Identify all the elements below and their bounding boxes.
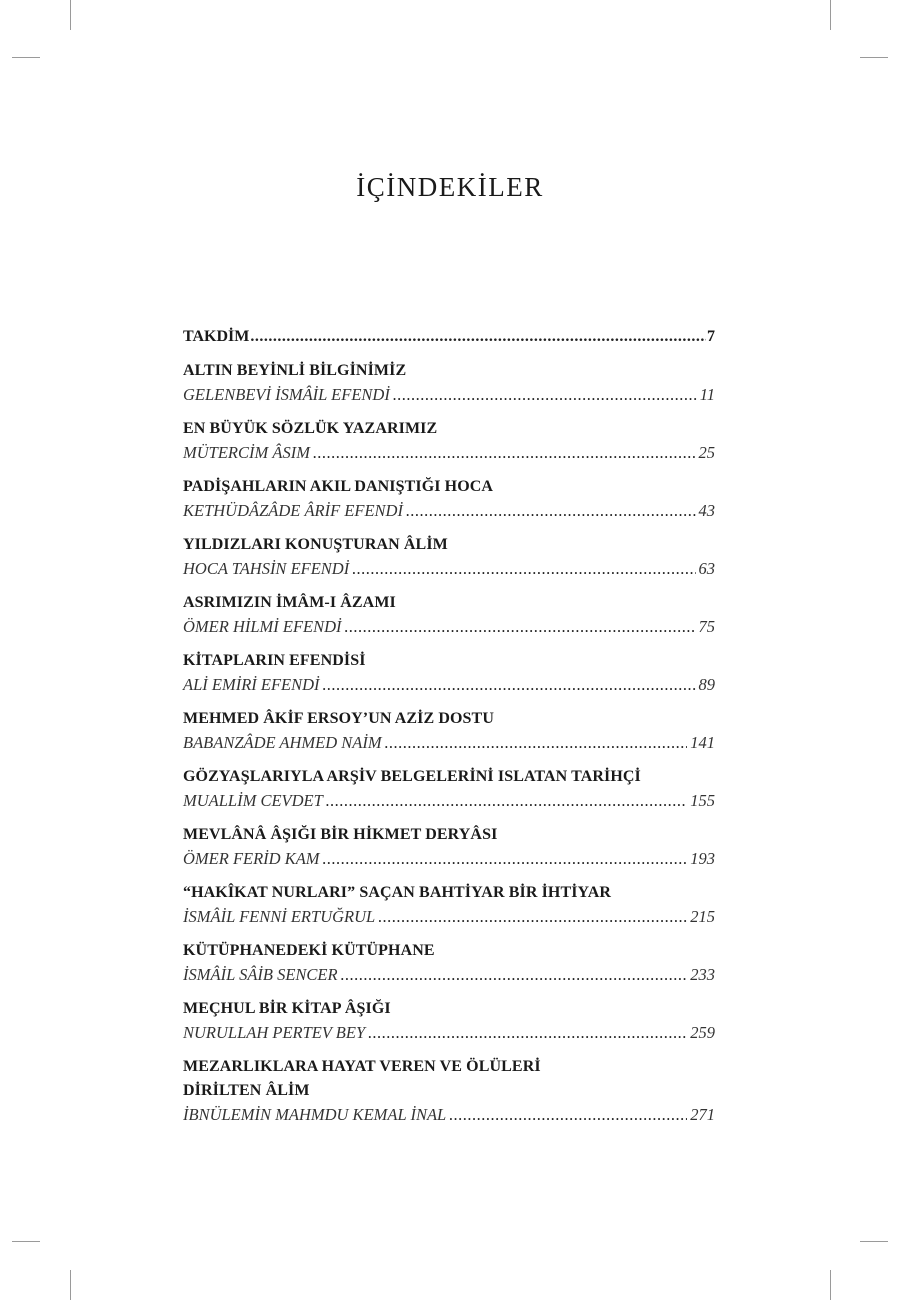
toc-entry[interactable] (183, 1055, 715, 1127)
toc-page-number: 63 (698, 559, 715, 578)
toc-page-number: 89 (698, 675, 715, 694)
crop-mark (830, 0, 831, 30)
toc-entry[interactable] (183, 649, 715, 697)
toc-entry-subtitle-row (183, 673, 715, 697)
toc-page-number: 141 (690, 733, 715, 752)
toc-entry-subtitle: İBNÜLEMİN MAHMDU KEMAL İNAL (183, 1105, 447, 1124)
crop-mark (12, 1241, 40, 1242)
dot-leader (341, 963, 688, 987)
toc-entry-subtitle: MUALLİM CEVDET (183, 791, 323, 810)
crop-mark (830, 1270, 831, 1300)
toc-entry-subtitle-row (183, 1103, 715, 1127)
toc-entry[interactable] (183, 707, 715, 755)
toc-entry-subtitle-row (183, 441, 715, 465)
toc-entry-subtitle-row (183, 557, 715, 581)
toc-entry-heading: GÖZYAŞLARIYLA ARŞİV BELGELERİNİ ISLATAN TARİHÇİ (183, 768, 641, 785)
toc-entry-heading: PADİŞAHLARIN AKIL DANIŞTIĞI HOCA (183, 478, 494, 495)
toc-entry-heading: YILDIZLARI KONUŞTURAN ÂLİM (183, 536, 448, 553)
dot-leader (406, 499, 696, 523)
toc-entry-subtitle: NURULLAH PERTEV BEY (183, 1023, 366, 1042)
dot-leader (323, 673, 696, 697)
dot-leader (313, 441, 696, 465)
toc-entry-heading: MEÇHUL BİR KİTAP ÂŞIĞI (183, 1000, 391, 1017)
toc-entry-subtitle: İSMÂİL FENNİ ERTUĞRUL (183, 907, 376, 926)
crop-mark (860, 1241, 888, 1242)
toc-page-number: 193 (690, 849, 715, 868)
dot-leader (449, 1103, 687, 1127)
toc-entry-heading: EN BÜYÜK SÖZLÜK YAZARIMIZ (183, 420, 438, 437)
toc-entry-subtitle-row (183, 731, 715, 755)
toc-entry-subtitle-row (183, 905, 715, 929)
toc-entry[interactable] (183, 997, 715, 1045)
toc-entry-subtitle: GELENBEVİ İSMÂİL EFENDİ (183, 385, 390, 404)
crop-mark (70, 1270, 71, 1300)
toc-entry-subtitle: BABANZÂDE AHMED NAİM (183, 733, 382, 752)
dot-leader (345, 615, 696, 639)
toc-page-number: 155 (690, 791, 715, 810)
toc-page-number: 259 (690, 1023, 715, 1042)
dot-leader (352, 557, 695, 581)
toc-entry-subtitle: ALİ EMİRİ EFENDİ (183, 675, 320, 694)
toc-entry[interactable] (183, 939, 715, 987)
toc-entry-subtitle: ÖMER FERİD KAM (183, 849, 320, 868)
dot-leader (378, 905, 687, 929)
dot-leader (250, 325, 706, 349)
toc-entry[interactable] (183, 417, 715, 465)
toc-entry-subtitle: MÜTERCİM ÂSIM (183, 443, 310, 462)
toc-page-number: 215 (690, 907, 715, 926)
toc-entry[interactable] (183, 533, 715, 581)
dot-leader (368, 1021, 687, 1045)
page-title: İÇİNDEKİLER (356, 172, 544, 202)
toc-entry-subtitle-row (183, 963, 715, 987)
toc-entry-heading: KÜTÜPHANEDEKİ KÜTÜPHANE (183, 942, 435, 959)
toc-page-number: 7 (707, 328, 715, 345)
toc-entry-heading: DİRİLTEN ÂLİM (183, 1082, 310, 1099)
dot-leader (326, 789, 687, 813)
toc-entry-label: TAKDİM (183, 328, 250, 345)
toc-page-number: 25 (698, 443, 715, 462)
toc-entry-heading: KİTAPLARIN EFENDİSİ (183, 652, 366, 669)
toc-entry[interactable] (183, 765, 715, 813)
toc-entry-takdim[interactable] (183, 325, 715, 349)
toc-page-number: 271 (690, 1105, 715, 1124)
toc-entry-heading: ASRIMIZIN İMÂM-I ÂZAMI (183, 594, 396, 611)
dot-leader (393, 383, 697, 407)
toc-entry-subtitle-row (183, 615, 715, 639)
toc-page-number: 11 (699, 385, 715, 404)
toc-entry-subtitle: İSMÂİL SÂİB SENCER (183, 965, 338, 984)
toc-entry-heading: MEHMED ÂKİF ERSOY’UN AZİZ DOSTU (183, 710, 494, 727)
toc-entry[interactable] (183, 591, 715, 639)
toc-entry-subtitle-row (183, 789, 715, 813)
toc-page-number: 233 (690, 965, 715, 984)
toc-entry-heading: “HAKÎKAT NURLARI” SAÇAN BAHTİYAR BİR İHTİYAR (183, 884, 612, 901)
toc-entry[interactable] (183, 881, 715, 929)
dot-leader (323, 847, 688, 871)
toc-page-number: 43 (698, 501, 715, 520)
toc-entry[interactable] (183, 823, 715, 871)
toc-entry-subtitle: HOCA TAHSİN EFENDİ (183, 559, 350, 578)
toc-entry-subtitle-row (183, 383, 715, 407)
toc-entry-subtitle-row (183, 1021, 715, 1045)
toc-entry[interactable] (183, 475, 715, 523)
toc-page-number: 75 (698, 617, 715, 636)
toc-entry-heading: MEZARLIKLARA HAYAT VEREN VE ÖLÜLERİ (183, 1058, 541, 1075)
toc-entry-subtitle: ÖMER HİLMİ EFENDİ (183, 617, 342, 636)
table-of-contents (183, 325, 715, 1137)
crop-mark (860, 57, 888, 58)
toc-entry[interactable] (183, 359, 715, 407)
toc-entries (183, 359, 715, 1127)
toc-entry-heading: MEVLÂNÂ ÂŞIĞI BİR HİKMET DERYÂSI (183, 826, 498, 843)
crop-mark (70, 0, 71, 30)
toc-entry-subtitle: KETHÜDÂZÂDE ÂRİF EFENDİ (183, 501, 403, 520)
toc-entry-heading: ALTIN BEYİNLİ BİLGİNİMİZ (183, 362, 407, 379)
toc-entry-subtitle-row (183, 499, 715, 523)
dot-leader (385, 731, 688, 755)
crop-mark (12, 57, 40, 58)
toc-entry-subtitle-row (183, 847, 715, 871)
